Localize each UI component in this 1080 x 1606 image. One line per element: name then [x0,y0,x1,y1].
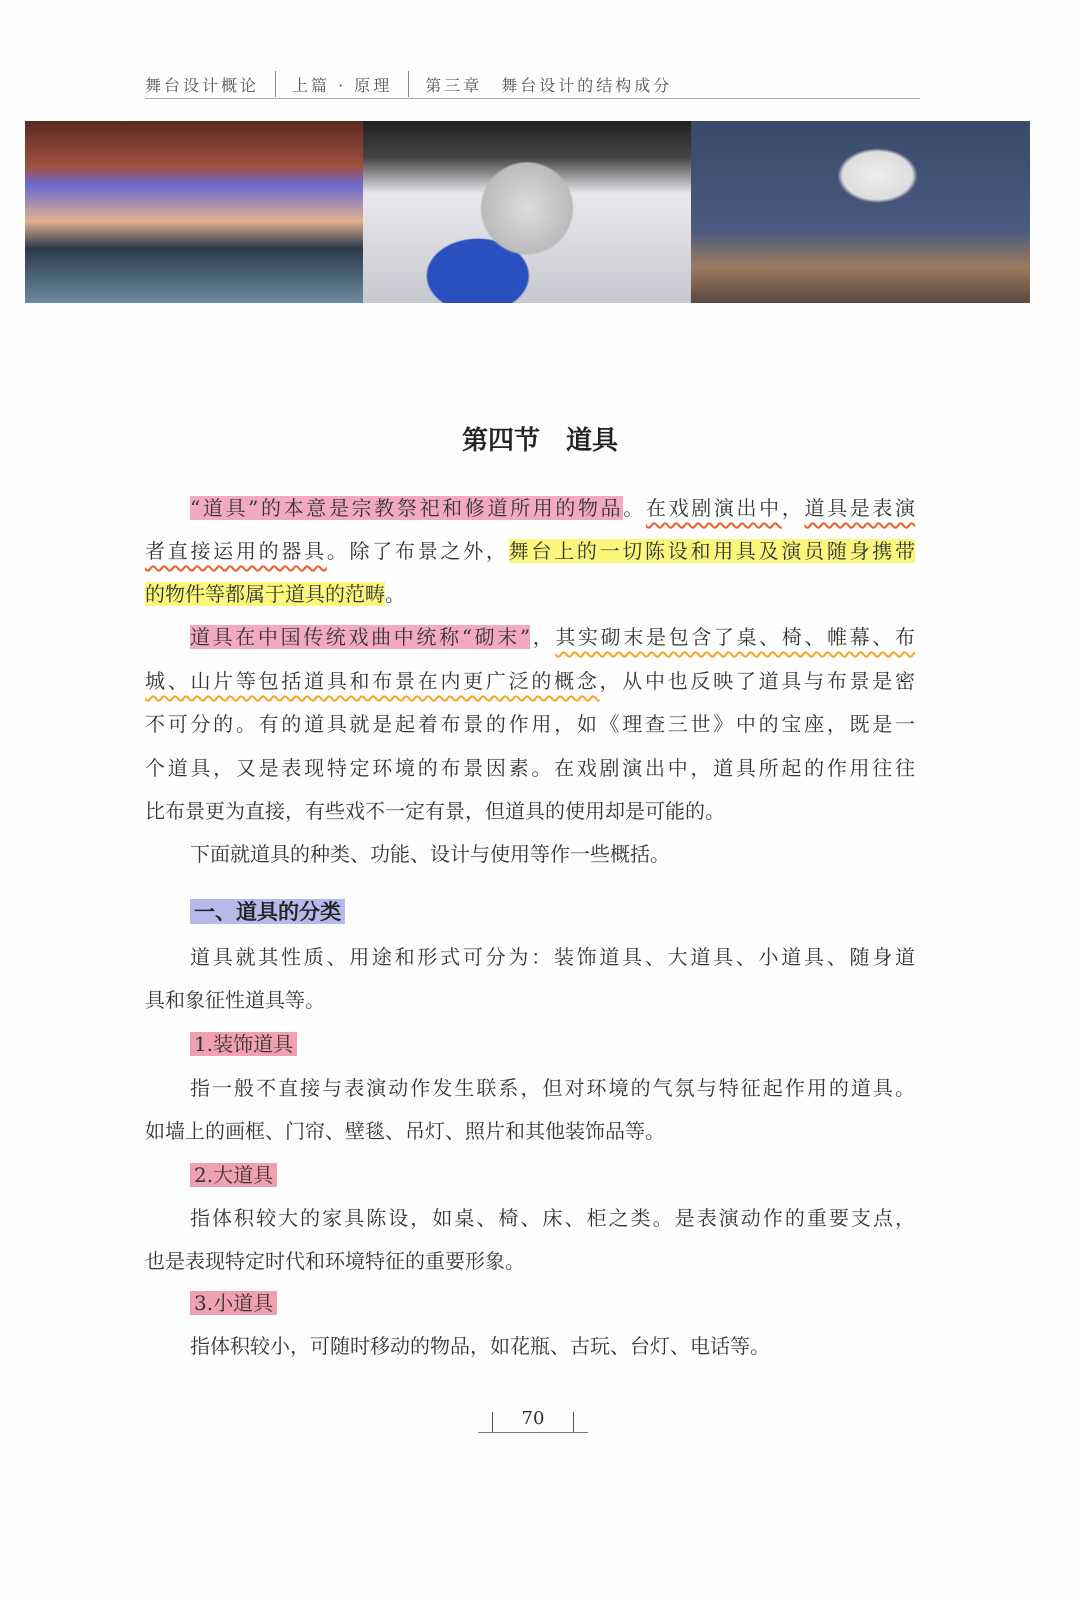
stage-photo-cloud-props [691,121,1030,303]
text-segment: 下面就道具的种类、功能、设计与使用等作一些概括。 [190,842,670,866]
subsection-heading: 一、道具的分类 [190,899,345,924]
text-segment: 。 [385,582,405,606]
annotated-text: 在戏剧演出中 [645,496,782,520]
text-line [190,897,915,927]
header-divider [408,71,409,97]
text-line [145,1246,915,1276]
annotated-text: 者直接运用的器具 [145,539,327,563]
annotated-text: “道具”的本意是宗教祭祀和修道所用的物品 [190,496,624,520]
header-chapter: 第三章 舞台设计的结构成分 [425,75,673,95]
text-segment: 指一般不直接与表演动作发生联系，但对环境的气氛与特征起作用的道具。 [190,1076,915,1100]
text-line [190,1160,915,1190]
item-heading: 3.小道具 [190,1291,277,1315]
running-header [145,70,920,99]
text-segment: 。 [623,496,646,520]
text-line [145,709,915,739]
text-segment: 指体积较大的家具陈设，如桌、椅、床、柜之类。是表演动作的重要支点， [190,1206,915,1230]
stage-photo-strip [25,121,1030,303]
annotated-text: 的物件等都属于道具的范畴 [145,582,385,606]
text-segment: 指体积较小，可随时移动的物品，如花瓶、古玩、台灯、电话等。 [190,1334,770,1358]
annotated-text: 其实砌末是包含了桌、椅、帷幕、布 [555,625,916,649]
text-line [190,839,915,869]
text-segment: 具和象征性道具等。 [145,988,325,1012]
text-line [145,796,915,826]
text-line [190,1203,915,1233]
text-segment: ， [781,496,805,520]
stage-photo-two-level-set [25,121,363,303]
text-line [190,1073,915,1103]
text-line [190,622,915,652]
text-line [190,1029,915,1059]
text-line [145,753,915,783]
item-heading: 1.装饰道具 [190,1032,297,1056]
text-line [145,579,915,609]
annotated-text: 舞台上的一切陈设和用具及演员随身携带 [508,539,916,563]
header-part: 上篇 · 原理 [292,75,393,95]
text-segment: 比布景更为直接，有些戏不一定有景，但道具的使用却是可能的。 [145,799,725,823]
text-line [145,666,915,696]
section-title: 第四节 道具 [461,426,618,456]
text-line [145,985,915,1015]
text-segment: 个道具，又是表现特定环境的布景因素。在戏剧演出中，道具所起的作用往往 [145,756,915,780]
text-line [190,942,915,972]
page-number: 70 [478,1408,588,1433]
annotated-text: 道具是表演 [804,496,916,520]
header-book-title: 舞台设计概论 [145,75,260,95]
text-line [145,1116,915,1146]
item-heading: 2.大道具 [190,1163,277,1187]
text-segment: 不可分的。有的道具就是起着布景的作用，如《理查三世》中的宝座，既是一 [145,712,915,736]
annotated-text: 城、山片等包括道具和布景在内更广泛的概念 [145,669,600,693]
text-segment: 。除了布景之外， [326,539,509,563]
text-segment: 如墙上的画框、门帘、壁毯、吊灯、照片和其他装饰品等。 [145,1119,665,1143]
text-segment: ， [530,625,556,649]
header-divider [275,71,276,97]
annotated-text: 道具在中国传统戏曲中统称“砌末” [190,625,531,649]
text-line [190,1288,915,1318]
text-segment: 道具就其性质、用途和形式可分为：装饰道具、大道具、小道具、随身道 [190,945,915,969]
text-line [190,493,915,523]
stage-photo-elephant-prop [363,121,691,303]
text-segment: 也是表现特定时代和环境特征的重要形象。 [145,1249,525,1273]
text-segment: ，从中也反映了道具与布景是密 [599,669,916,693]
text-line [190,1331,915,1361]
text-line [145,536,915,566]
